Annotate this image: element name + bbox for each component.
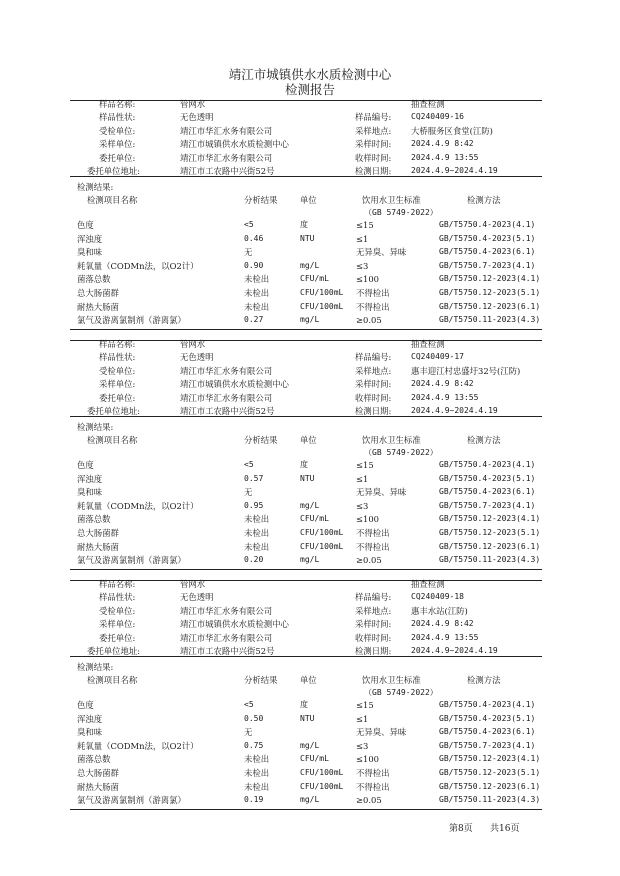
report-subtitle: 检测报告 (284, 82, 335, 97)
field-label: 样品性状: (99, 112, 136, 123)
col-header-result: 分析结果 (244, 435, 278, 445)
result-item: 氯气及游离氯制剂（游离氯） (77, 315, 186, 326)
result-standard: 无异臭、异味 (356, 727, 407, 738)
col-header-method: 检测方法 (467, 675, 501, 685)
result-item: 耗氧量（CODMn法，以O2计） (77, 260, 199, 271)
result-method: GB/T5750.4-2023(5.1) (439, 233, 536, 243)
section-divider (70, 656, 542, 657)
result-value: 未检出 (244, 768, 270, 778)
result-standard: ≤3 (356, 260, 369, 271)
result-value: 未检出 (244, 528, 270, 538)
result-standard: ≤100 (356, 754, 380, 765)
result-item: 臭和味 (77, 487, 103, 498)
results-label: 检测结果: (77, 422, 114, 432)
result-unit: CFU/mL (300, 754, 329, 764)
field-label: 样品性状: (99, 592, 136, 603)
field-value: 管网水 (180, 579, 206, 589)
page-total: 共16页 (490, 824, 520, 834)
result-method: GB/T5750.12-2023(4.1) (439, 754, 541, 764)
field-label: 样品性状: (99, 352, 136, 363)
result-value: 0.20 (244, 555, 264, 565)
result-method: GB/T5750.12-2023(6.1) (439, 541, 541, 551)
result-method: GB/T5750.4-2023(4.1) (439, 460, 536, 469)
result-standard: ≤1 (356, 473, 369, 484)
col-header-standard: 饮用水卫生标准 (362, 435, 421, 445)
field-value: 抽查检测 (411, 339, 445, 349)
result-item: 色度 (77, 460, 94, 470)
field-value: 靖江市华汇水务有限公司 (180, 365, 273, 376)
col-header-unit: 单位 (300, 675, 317, 685)
field-label: 采样时间: (355, 139, 392, 150)
result-item: 耐热大肠菌 (77, 301, 119, 312)
field-value: 靖江市城镇供水水质检测中心 (180, 139, 289, 150)
result-value: 未检出 (244, 541, 270, 552)
field-label: 采样时间: (355, 619, 392, 630)
section-divider (70, 340, 542, 341)
field-label: 样品名称: (99, 339, 136, 349)
result-item: 臭和味 (77, 727, 103, 738)
field-value: CQ240409-16 (411, 112, 464, 122)
field-value: 无色透明 (180, 592, 214, 603)
result-value: <5 (244, 460, 254, 469)
field-label: 采样时间: (355, 379, 392, 390)
field-value: 惠丰迎江村忠盛圩32号(江防) (411, 365, 521, 376)
result-value: 0.27 (244, 315, 264, 325)
col-header-result: 分析结果 (244, 675, 278, 685)
field-label: 样品名称: (99, 579, 136, 589)
field-value: 2024.4.9 8:42 (411, 139, 474, 149)
field-value: 靖江市华汇水务有限公司 (180, 392, 273, 403)
result-method: GB/T5750.7-2023(4.1) (439, 500, 536, 510)
result-unit: CFU/100mL (300, 768, 344, 777)
field-label: 样品名称: (99, 99, 136, 109)
field-label: 委托单位: (99, 392, 136, 403)
field-label: 采样单位: (99, 379, 136, 390)
result-method: GB/T5750.12-2023(4.1) (439, 274, 541, 284)
result-standard: ≥0.05 (356, 555, 382, 566)
result-method: GB/T5750.12-2023(5.1) (439, 528, 541, 537)
field-value: 靖江市华汇水务有限公司 (180, 605, 273, 616)
result-standard: ≤1 (356, 713, 369, 724)
result-item: 耗氧量（CODMn法，以O2计） (77, 500, 199, 511)
result-item: 氯气及游离氯制剂（游离氯） (77, 555, 186, 566)
result-standard: ≤100 (356, 514, 380, 525)
result-unit: NTU (300, 233, 315, 243)
result-standard: 不得检出 (356, 301, 390, 312)
field-label: 委托单位: (99, 152, 136, 163)
field-value: 大桥服务区食堂(江防) (411, 125, 493, 136)
result-standard: ≤3 (356, 740, 369, 751)
result-value: 0.95 (244, 500, 264, 510)
field-label: 采样地点: (355, 365, 392, 376)
field-value: 无色透明 (180, 352, 214, 363)
result-standard: ≤3 (356, 500, 369, 511)
field-value: 惠丰水站(江防) (411, 605, 468, 616)
result-method: GB/T5750.7-2023(4.1) (439, 260, 536, 270)
result-standard: 不得检出 (356, 541, 390, 552)
result-value: <5 (244, 220, 254, 229)
field-value: 2024.4.9 8:42 (411, 619, 474, 629)
result-item: 浑浊度 (77, 713, 103, 724)
field-value: 靖江市城镇供水水质检测中心 (180, 619, 289, 630)
field-label: 采样单位: (99, 619, 136, 630)
results-label: 检测结果: (77, 662, 114, 672)
result-value: 未检出 (244, 754, 270, 765)
result-item: 总大肠菌群 (77, 768, 119, 778)
result-standard: ≤15 (356, 220, 374, 230)
field-value: 抽查检测 (411, 99, 445, 109)
result-value: 未检出 (244, 514, 270, 525)
field-label: 收样时间: (355, 632, 392, 643)
result-standard: ≤100 (356, 274, 380, 285)
section-divider (70, 416, 542, 417)
result-value: 无 (244, 247, 253, 258)
result-method: GB/T5750.4-2023(6.1) (439, 247, 536, 257)
field-value: 靖江市工农路中兴街52号 (180, 166, 275, 176)
result-item: 菌落总数 (77, 514, 111, 525)
section-divider (70, 569, 542, 570)
field-value: 2024.4.9 13:55 (411, 152, 479, 162)
result-method: GB/T5750.11-2023(4.3) (439, 795, 541, 805)
results-label: 检测结果: (77, 182, 114, 192)
result-method: GB/T5750.4-2023(5.1) (439, 473, 536, 483)
col-header-item: 检测项目名称 (87, 435, 138, 445)
result-standard: ≤15 (356, 460, 374, 470)
result-value: <5 (244, 700, 254, 709)
field-value: 靖江市华汇水务有限公司 (180, 632, 273, 643)
result-method: GB/T5750.7-2023(4.1) (439, 740, 536, 750)
field-value: 2024.4.9~2024.4.19 (411, 166, 498, 175)
result-item: 总大肠菌群 (77, 288, 119, 298)
result-method: GB/T5750.12-2023(4.1) (439, 514, 541, 524)
field-label: 采样地点: (355, 605, 392, 616)
result-item: 浑浊度 (77, 233, 103, 244)
col-header-standard-ref: （GB 5749-2022） (364, 448, 438, 457)
result-item: 浑浊度 (77, 473, 103, 484)
field-value: CQ240409-18 (411, 592, 464, 602)
section-divider (70, 329, 542, 330)
col-header-standard: 饮用水卫生标准 (362, 195, 421, 205)
field-value: CQ240409-17 (411, 352, 464, 362)
result-unit: CFU/100mL (300, 781, 344, 791)
col-header-standard-ref: （GB 5749-2022） (364, 208, 438, 217)
field-label: 受检单位: (99, 605, 136, 616)
result-value: 未检出 (244, 274, 270, 285)
field-label: 检测日期: (355, 166, 392, 176)
field-label: 采样地点: (355, 125, 392, 136)
result-unit: mg/L (300, 315, 320, 325)
result-item: 氯气及游离氯制剂（游离氯） (77, 795, 186, 806)
result-unit: NTU (300, 473, 315, 483)
result-value: 未检出 (244, 781, 270, 792)
result-unit: 度 (300, 700, 308, 709)
field-value: 2024.4.9 8:42 (411, 379, 474, 389)
field-value: 靖江市华汇水务有限公司 (180, 125, 273, 136)
result-value: 0.75 (244, 740, 264, 750)
result-unit: CFU/100mL (300, 301, 344, 311)
field-label: 受检单位: (99, 125, 136, 136)
result-method: GB/T5750.12-2023(6.1) (439, 781, 541, 791)
col-header-item: 检测项目名称 (87, 675, 138, 685)
result-item: 菌落总数 (77, 274, 111, 285)
field-label: 检测日期: (355, 406, 392, 416)
result-unit: NTU (300, 713, 315, 723)
result-unit: mg/L (300, 500, 320, 510)
result-item: 菌落总数 (77, 754, 111, 765)
field-label: 样品编号: (355, 592, 392, 603)
result-unit: 度 (300, 460, 308, 469)
result-method: GB/T5750.4-2023(6.1) (439, 487, 536, 497)
result-standard: 无异臭、异味 (356, 247, 407, 258)
field-value: 抽查检测 (411, 579, 445, 589)
field-label: 委托单位: (99, 632, 136, 643)
result-item: 耐热大肠菌 (77, 541, 119, 552)
result-method: GB/T5750.12-2023(5.1) (439, 288, 541, 297)
result-value: 无 (244, 727, 253, 738)
result-standard: 不得检出 (356, 781, 390, 792)
report-title: 靖江市城镇供水水质检测中心 (228, 67, 392, 82)
field-label: 检测日期: (355, 646, 392, 656)
result-standard: 不得检出 (356, 528, 390, 538)
col-header-standard-ref: （GB 5749-2022） (364, 688, 438, 697)
field-label: 受检单位: (99, 365, 136, 376)
field-value: 管网水 (180, 99, 206, 109)
result-method: GB/T5750.11-2023(4.3) (439, 555, 541, 565)
field-label: 收样时间: (355, 392, 392, 403)
field-value: 靖江市工农路中兴街52号 (180, 646, 275, 656)
result-unit: CFU/100mL (300, 528, 344, 537)
col-header-result: 分析结果 (244, 195, 278, 205)
section-divider (70, 580, 542, 581)
field-label: 采样单位: (99, 139, 136, 150)
result-standard: 不得检出 (356, 768, 390, 778)
result-method: GB/T5750.4-2023(6.1) (439, 727, 536, 737)
result-value: 未检出 (244, 288, 270, 298)
result-item: 耐热大肠菌 (77, 781, 119, 792)
result-value: 0.46 (244, 233, 264, 243)
col-header-unit: 单位 (300, 435, 317, 445)
field-value: 靖江市城镇供水水质检测中心 (180, 379, 289, 390)
result-item: 耗氧量（CODMn法，以O2计） (77, 740, 199, 751)
result-value: 无 (244, 487, 253, 498)
field-label: 样品编号: (355, 112, 392, 123)
result-standard: 无异臭、异味 (356, 487, 407, 498)
col-header-item: 检测项目名称 (87, 195, 138, 205)
field-label: 委托单位地址: (87, 166, 141, 176)
section-divider (70, 176, 542, 177)
result-item: 色度 (77, 220, 94, 230)
result-method: GB/T5750.4-2023(4.1) (439, 220, 536, 229)
result-standard: ≤15 (356, 700, 374, 710)
result-value: 0.19 (244, 795, 264, 805)
field-value: 2024.4.9 13:55 (411, 392, 479, 402)
result-method: GB/T5750.11-2023(4.3) (439, 315, 541, 325)
field-label: 收样时间: (355, 152, 392, 163)
field-label: 委托单位地址: (87, 646, 141, 656)
result-value: 0.57 (244, 473, 264, 483)
field-label: 委托单位地址: (87, 406, 141, 416)
result-standard: 不得检出 (356, 288, 390, 298)
result-standard: ≥0.05 (356, 795, 382, 806)
col-header-standard: 饮用水卫生标准 (362, 675, 421, 685)
result-item: 总大肠菌群 (77, 528, 119, 538)
result-value: 0.50 (244, 713, 264, 723)
result-value: 0.90 (244, 260, 264, 270)
result-unit: mg/L (300, 740, 320, 750)
field-value: 2024.4.9~2024.4.19 (411, 646, 498, 655)
field-value: 2024.4.9~2024.4.19 (411, 406, 498, 415)
result-unit: CFU/100mL (300, 541, 344, 551)
field-value: 靖江市华汇水务有限公司 (180, 152, 273, 163)
result-method: GB/T5750.12-2023(6.1) (439, 301, 541, 311)
result-standard: ≥0.05 (356, 315, 382, 326)
col-header-method: 检测方法 (467, 195, 501, 205)
field-value: 2024.4.9 13:55 (411, 632, 479, 642)
result-item: 色度 (77, 700, 94, 710)
result-item: 臭和味 (77, 247, 103, 258)
section-divider (70, 100, 542, 101)
result-unit: mg/L (300, 795, 320, 805)
result-unit: CFU/mL (300, 274, 329, 284)
result-method: GB/T5750.4-2023(5.1) (439, 713, 536, 723)
result-standard: ≤1 (356, 233, 369, 244)
result-method: GB/T5750.4-2023(4.1) (439, 700, 536, 709)
result-value: 未检出 (244, 301, 270, 312)
field-label: 样品编号: (355, 352, 392, 363)
col-header-unit: 单位 (300, 195, 317, 205)
result-unit: CFU/mL (300, 514, 329, 524)
field-value: 管网水 (180, 339, 206, 349)
page-number: 第8页 (449, 824, 473, 834)
section-divider (70, 809, 542, 810)
result-unit: mg/L (300, 555, 320, 565)
result-method: GB/T5750.12-2023(5.1) (439, 768, 541, 777)
col-header-method: 检测方法 (467, 435, 501, 445)
result-unit: 度 (300, 220, 308, 229)
result-unit: CFU/100mL (300, 288, 344, 297)
result-unit: mg/L (300, 260, 320, 270)
field-value: 无色透明 (180, 112, 214, 123)
field-value: 靖江市工农路中兴街52号 (180, 406, 275, 416)
